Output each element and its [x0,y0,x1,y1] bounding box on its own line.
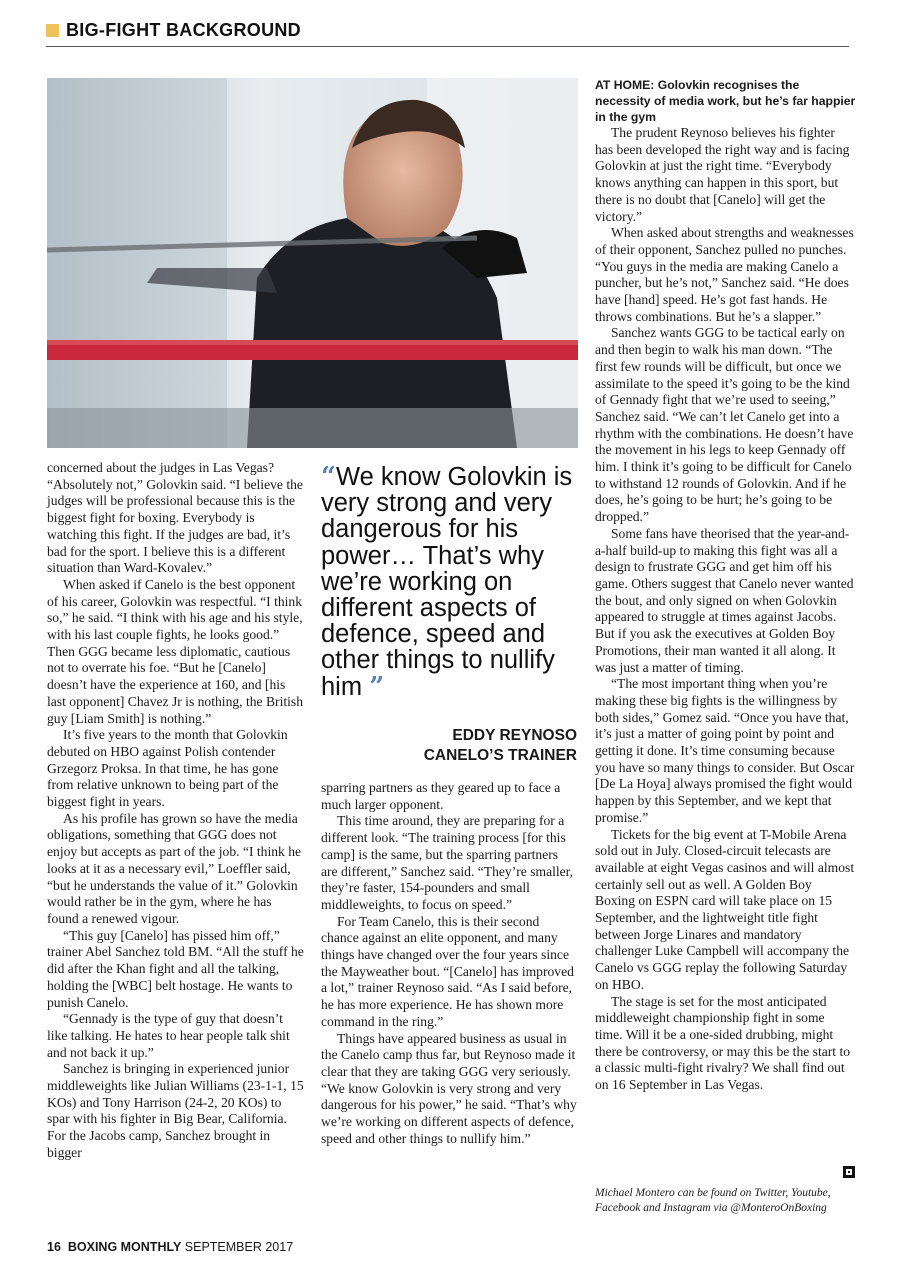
article-column-3 [595,125,855,1094]
paragraph: The prudent Reynoso believes his fighter has been developed the right way and is facing Golovkin at just the right time. “Everybody knows anything can happen in this sport, but there is no doubt that [Canelo] will get the victory.” [595,125,850,224]
article-column-1 [47,460,305,1162]
author-byline: Michael Montero can be found on Twitter, Youtube, Facebook and Instagram via @MonteroOnBoxing [595,1187,831,1214]
page-number: 16 [47,1240,61,1254]
golovkin-training-photo [47,78,578,448]
issue-date: SEPTEMBER 2017 [184,1240,294,1254]
paragraph: Sanchez wants GGG to be tactical early on and then begin to walk his man down. “The first few rounds will be difficult, but once we assimilate to the speed it’s going to be the kind of Gennady fight that we’re used to seeing,” Sanchez said. “We can’t let Canelo get into a rhythm with the combinations. He doesn’t have the movement in his legs to keep Gennady off him. I think it’s going to be difficult for Canelo to withstand 12 rounds of Golovkin. And if he does, he’s going to be hurt; he’s going to be dropped.” [595,325,854,525]
open-quote-mark: “ [321,462,336,492]
paragraph: Some fans have theorised that the year-and-a-half build-up to making this fight was all a design to frustrate GGG and get him off his game. Others suggest that Canelo never wanted the bout, and only signed on when Golovkin appeared to struggle at times against Jacobs. But if you ask the executives at Golden Boy Promotions, their man wanted it all along. It was just a matter of timing. [595,525,854,675]
page-footer [47,1240,293,1254]
paragraph: It’s five years to the month that Golovkin debuted on HBO against Polish contender Grzegorz Proksa. In that time, he has gone from relative unknown to being part of the biggest fight in years. [47,727,288,810]
paragraph: “This guy [Canelo] has pissed him off,” trainer Abel Sanchez told BM. “All the stuff he did after the Khan fight and all the talking, holding the [WBC] belt hostage. He wants to punish Canelo. [47,927,304,1010]
attribution-name: EDDY REYNOSO [452,727,577,744]
end-of-article-icon [843,1166,855,1178]
close-quote-mark: ” [369,671,385,702]
paragraph: Tickets for the big event at T-Mobile Arena sold out in July. Closed-circuit telecasts are available at eight Vegas casinos and will almost certainly sell out as well. A Golden Boy Boxing on ESPN card will take place on 15 September, and the lightweight title fight between Jorge Linares and mandatory challenger Luke Campbell will accompany the Canelo vs GGG replay the following Saturday on HBO. [595,826,855,992]
paragraph: As his profile has grown so have the media obligations, something that GGG does not enjoy but accepts as part of the job. “I think he looks at it as a necessary evil,” Loeffler said, “but he understands the value of it.” Golovkin would rather be in the gym, where he has found a renewed vigour. [47,810,302,926]
paragraph: When asked if Canelo is the best opponent of his career, Golovkin was respectful. “I think so,” he said. “I think with his age and his style, with his last couple fights, he looks good.” Then GGG became less diplomatic, cautious not to overrate his foe. “But he [Canelo] doesn’t have the experience at 160, and [his last opponent] Chavez Jr is nothing, the British guy [Liam Smith] is nothing.” [47,576,303,726]
paragraph: sparring partners as they geared up to face a much larger opponent. [321,780,561,812]
paragraph: concerned about the judges in Las Vegas? “Absolutely not,” Golovkin said. “I believe the judges will be professional because this is the biggest fight for boxing. Everybody is watching this fight. If the judges are bad, it’s bad for the sport. I believe this is a different situation than Ward-Kovalev.” [47,460,303,576]
paragraph: Things have appeared business as usual in the Canelo camp thus far, but Reynoso made it clear that they are taking GGG very seriously. “We know Golovkin is very strong and very dangerous for his power,” he said. “That’s why we’re working on different aspects of defence, speed and other things to nullify him.” [321,1030,577,1146]
pull-quote [321,464,581,700]
pull-quote-text: We know Golovkin is very strong and very dangerous for his power… That’s why we’re working on different aspects of defence, speed and other things to nullify him [321,463,573,701]
header-accent-square [46,24,59,37]
paragraph: For Team Canelo, this is their second chance against an elite opponent, and many things have changed over the four years since the Mayweather bout. “[Canelo] has improved a lot,” trainer Reynoso said. “As I said before, he has more experience. He has shown more command in the ring.” [321,913,574,1029]
magazine-name: BOXING MONTHLY [67,1240,182,1254]
photo-illustration [47,78,578,448]
photo-caption: AT HOME: Golovkin recognises the necessity of media work, but he’s far happier in the gym [595,78,856,124]
article-column-2 [321,780,578,1147]
attribution-role: CANELO’S TRAINER [423,747,577,764]
paragraph: “Gennady is the type of guy that doesn’t like talking. He hates to hear people talk shit and not back it up.” [47,1011,290,1060]
paragraph: This time around, they are preparing for a different look. “The training process [for this camp] is the same, but the sparring partners are different,” Sanchez said. “They’re smaller, they’re faster, 154-pounders and small middleweights, to focus on speed.” [321,813,574,912]
paragraph: Sanchez is bringing in experienced junior middleweights like Julian Williams (23-1-1, 15 KOs) and Tony Harrison (24-2, 20 KOs) to spar with his fighter in Big Bear, California. For the Jacobs camp, Sanchez brought in bigger [47,1061,304,1160]
section-title: BIG-FIGHT BACKGROUND [66,20,301,40]
paragraph: The stage is set for the most anticipated middleweight championship fight in some time. Will it be a one-sided drubbing, might there be controversy, or may this be the start to a classic multi-fight rivalry? We shall find out on 16 September in Las Vegas. [595,993,851,1093]
section-header [46,20,849,47]
pull-quote-attribution [321,726,577,766]
paragraph: “The most important thing when you’re making these big fights is the willingness by both sides,” Gomez said. “Once you have that, it’s just a matter of going point by point and getting it done. It’s time consuming because you have so many things to consider. But Oscar [De La Hoya] always promised the fight would happen by this September, and we kept that promise.” [595,676,855,825]
paragraph: When asked about strengths and weaknesses of their opponent, Sanchez pulled no punches. “You guys in the media are making Canelo a puncher, but he’s not,” Sanchez said. “He does have [hand] speed. He’s got fast hands. He throws combinations. But he’s a slapper.” [595,225,854,324]
